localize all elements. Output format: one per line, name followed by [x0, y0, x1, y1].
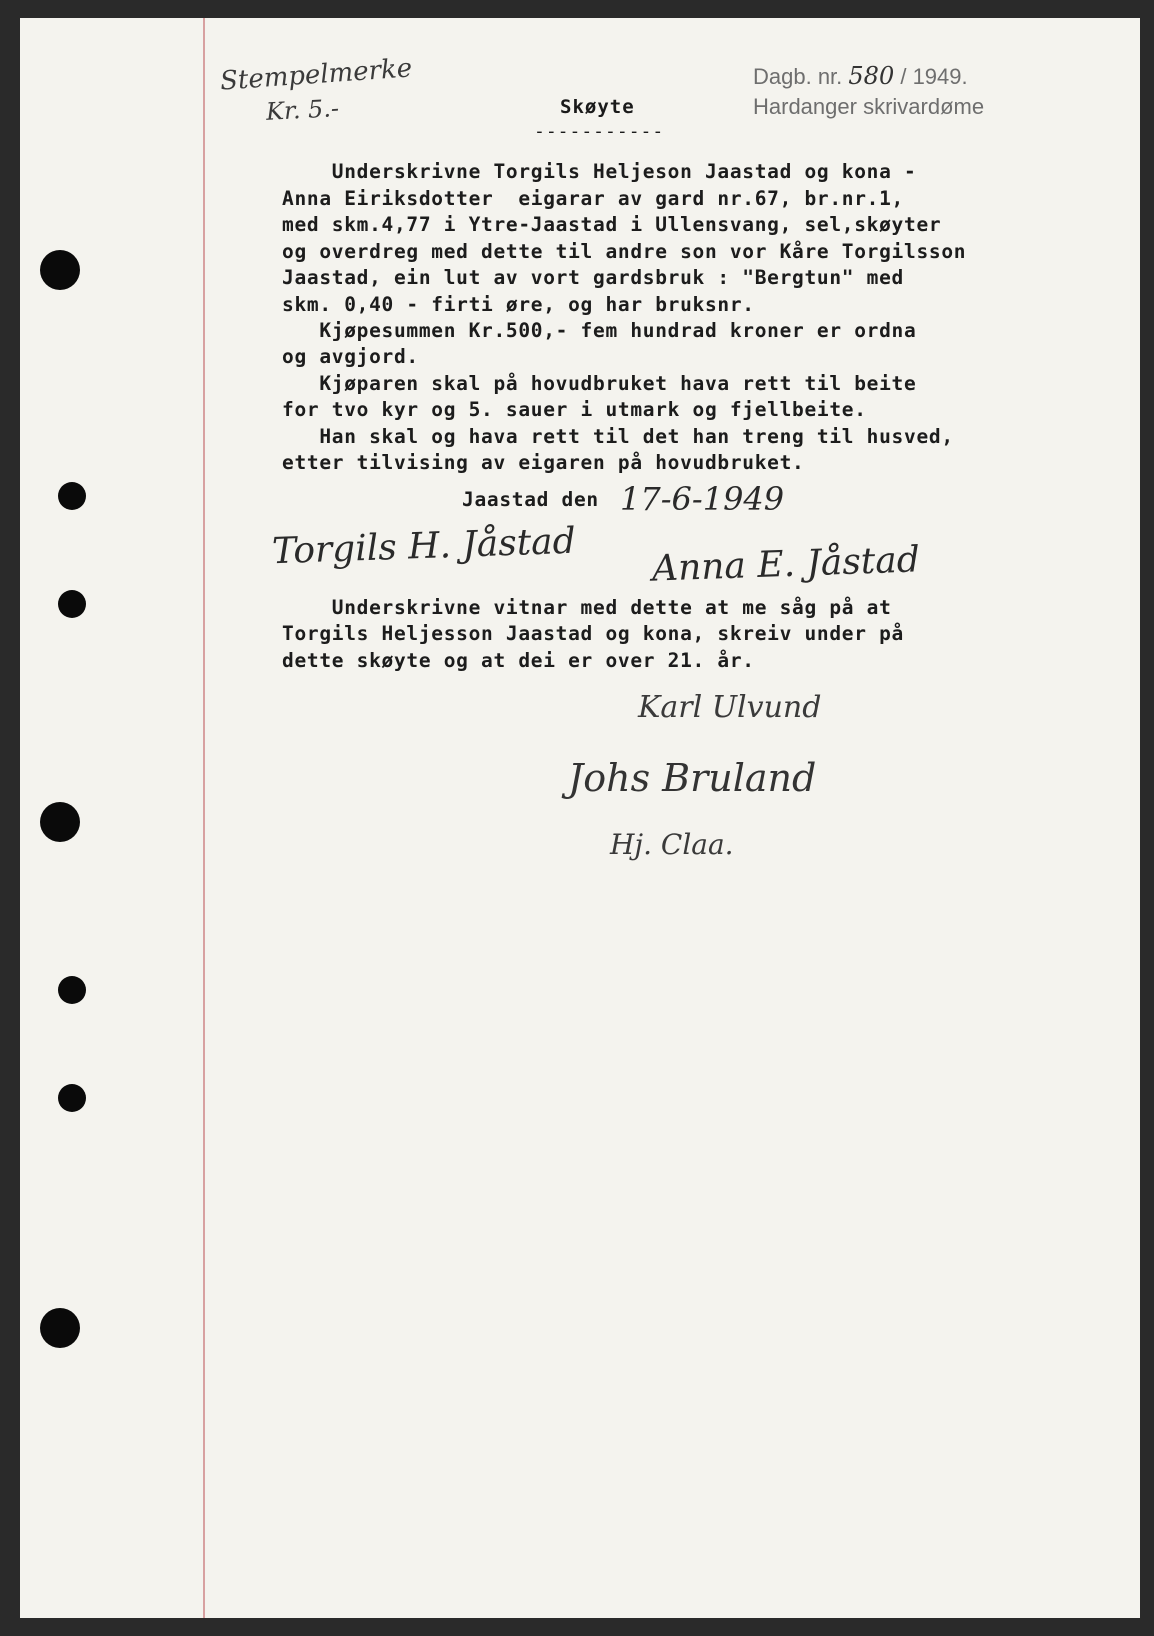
margin-line: [203, 18, 205, 1618]
body-line: Anna Eiriksdotter eigarar av gard nr.67, br.nr.1,: [282, 187, 904, 210]
punch-hole: [40, 1308, 80, 1348]
witness-line: Torgils Heljesson Jaastad og kona, skreiv under på: [282, 622, 904, 645]
punch-hole: [58, 482, 86, 510]
body-line: etter tilvising av eigaren på hovudbruket.: [282, 451, 805, 474]
body-line: og avgjord.: [282, 345, 419, 368]
punch-hole: [58, 1084, 86, 1112]
witness-signature-2: Johs Bruland: [568, 756, 817, 800]
document-page: [20, 18, 1140, 1618]
witness-signature-3: Hj. Claa.: [610, 828, 734, 861]
margin-note-line1: Stempelmerke: [219, 53, 414, 97]
body-line: Jaastad, ein lut av vort gardsbruk : "Bergtun" med: [282, 266, 904, 289]
dagb-number: 580: [848, 62, 895, 90]
signature-torgils: Torgils H. Jåstad: [271, 520, 577, 573]
signing-date: 17-6-1949: [620, 480, 785, 518]
place-label: Jaastad den: [462, 488, 599, 511]
body-line: for tvo kyr og 5. sauer i utmark og fjellbeite.: [282, 398, 867, 421]
title-underline: -----------: [534, 121, 665, 142]
body-line: med skm.4,77 i Ytre-Jaastad i Ullensvang, sel,skøyter: [282, 213, 942, 236]
body-line: Underskrivne Torgils Heljeson Jaastad og kona -: [282, 160, 917, 183]
document-title: Skøyte: [560, 96, 635, 118]
punch-hole: [40, 250, 80, 290]
signature-anna: Anna E. Jåstad: [651, 539, 921, 590]
body-line: Kjøpesummen Kr.500,- fem hundrad kroner er ordna: [282, 319, 917, 342]
body-line: Han skal og hava rett til det han treng til husved,: [282, 425, 954, 448]
punch-hole: [40, 802, 80, 842]
witness-line: dette skøyte og at dei er over 21. år.: [282, 649, 755, 672]
office-stamp: Hardanger skrivardøme: [753, 94, 985, 119]
body-line: Kjøparen skal på hovudbruket hava rett til beite: [282, 372, 917, 395]
witness-signature-1: Karl Ulvund: [638, 690, 822, 725]
dagb-year: / 1949.: [900, 64, 968, 89]
dagb-label: Dagb. nr.: [753, 64, 843, 89]
body-line: skm. 0,40 - firti øre, og har bruksnr.: [282, 293, 755, 316]
body-line: og overdreg med dette til andre son vor Kåre Torgilsson: [282, 240, 967, 263]
punch-hole: [58, 590, 86, 618]
margin-note-line2: Kr. 5.-: [265, 94, 340, 126]
dagb-stamp: [753, 62, 968, 90]
punch-hole: [58, 976, 86, 1004]
witness-line: Underskrivne vitnar med dette at me såg på at: [282, 596, 892, 619]
